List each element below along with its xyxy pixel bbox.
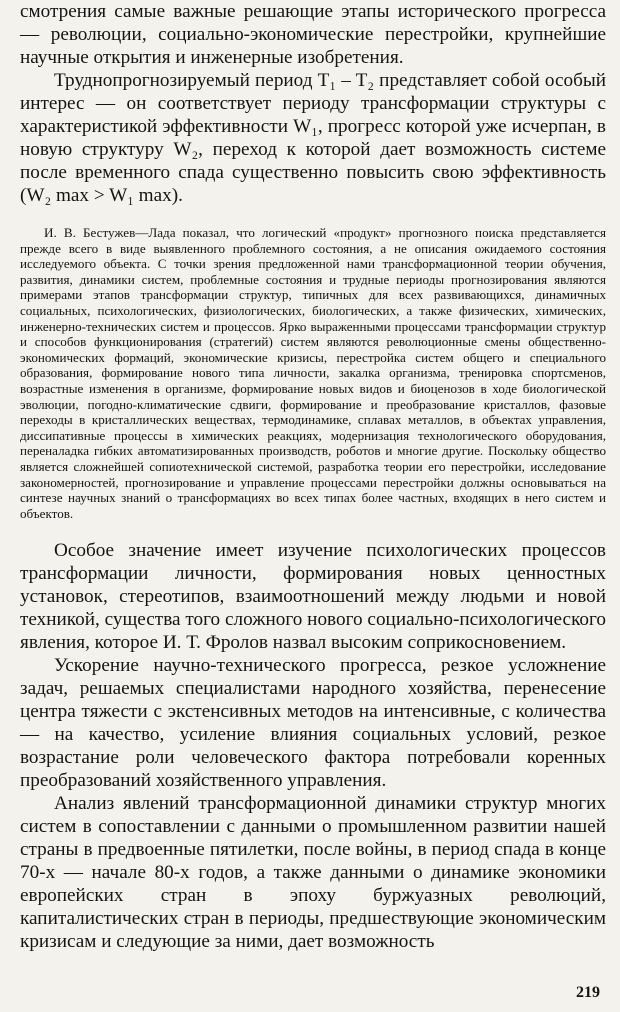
paragraph-personality: Особое значение имеет изучение психологических процессов трансформации личности, формирования новых ценностных установок, стереотипов, взаимоотношений между людьми и новой техникой, существа того сложного нового социально-психологического явления, которое И. Т. Фролов назвал высоким соприкосновением. bbox=[20, 540, 606, 654]
paragraph-analysis: Анализ явлений трансформационной динамики структур многих систем в сопоставлении с данными о промышленном развитии нашей страны в предвоенные пятилетки, после войны, в период спада в конце 70-х — начале 80-х годов, а также данными о динамике экономики европейских стран в эпоху буржуазных революций, капиталистических стран в периоды, предшествующие экономическим кризисам и следующие за ними, дает возможность bbox=[20, 793, 606, 953]
paragraph-continuation: смотрения самые важные решающие этапы исторического прогресса — революции, социально-экономические перестройки, крупнейшие научные открытия и инженерные изобретения. bbox=[20, 1, 606, 68]
paragraph-acceleration: Ускорение научно-технического прогресса, резкое усложнение задач, решаемых специалистами народного хозяйства, перенесение центра тяжести с экстенсивных методов на интенсивные, с количества — на качество, усиление влияния социальных условий, резкое возрастание роли человеческого фактора потребовали коренных преобразований хозяйственного управления. bbox=[20, 655, 606, 792]
page-number: 219 bbox=[576, 984, 600, 1001]
paragraph-small-print: И. В. Бестужев—Лада показал, что логический «продукт» прогнозного поиска представляется прежде всего в виде выявленного проблемного состояния, а не описания ожидаемого состояния исследуемого объекта. С точки зрения предложенной нами трансформационной теории обучения, развития, динамики систем, проблемные состояния и трудные периоды прогнозирования являются примерами этапов трансформации структур, типичных для всех развивающихся, динамичных социальных, психологических, физиологических, биологических, а также физических, химических, инженерно-технических систем и процессов. Ярко выраженными процессами трансформации структур и способов функционирования (стратегий) систем являются революционные смены общественно-экономических формаций, экономические кризисы, перестройка систем общего и специального образования, формирование нового типа личности, закалка организма, тренировка спортсменов, возрастные изменения в организме, формирование новых видов и биоценозов в ходе биологической эволюции, погодно-климатические сдвиги, формирование и преобразование кристаллов, фазовые переходы в кристаллических веществах, термодинамике, сплавах металлов, в объектах управления, диссипативные процессы в химических реакциях, модернизация технологического оборудования, переналадка гибких автоматизированных производств, роботов и многие другие. Поскольку общество является сложнейшей сопиотехнической системой, разработка теории его перестройки, исследование закономерностей, прогнозирование и управление процессами перестройки должны основываться на синтезе научных знаний о трансформациях во всех типах более частных, входящих в него систем и объектов. bbox=[20, 225, 606, 521]
paragraph-transition-period: Труднопрогнозируемый период T₁ – T₂ представляет собой особый интерес — он соответствует периоду трансформации структуры с характеристикой эффективности W₁, прогресс которой уже исчерпан, в новую структуру W₂, переход к которой дает возможность системе после временного спада существенно повысить свою эффективность (W₂ max > W₁ max). bbox=[20, 70, 606, 206]
